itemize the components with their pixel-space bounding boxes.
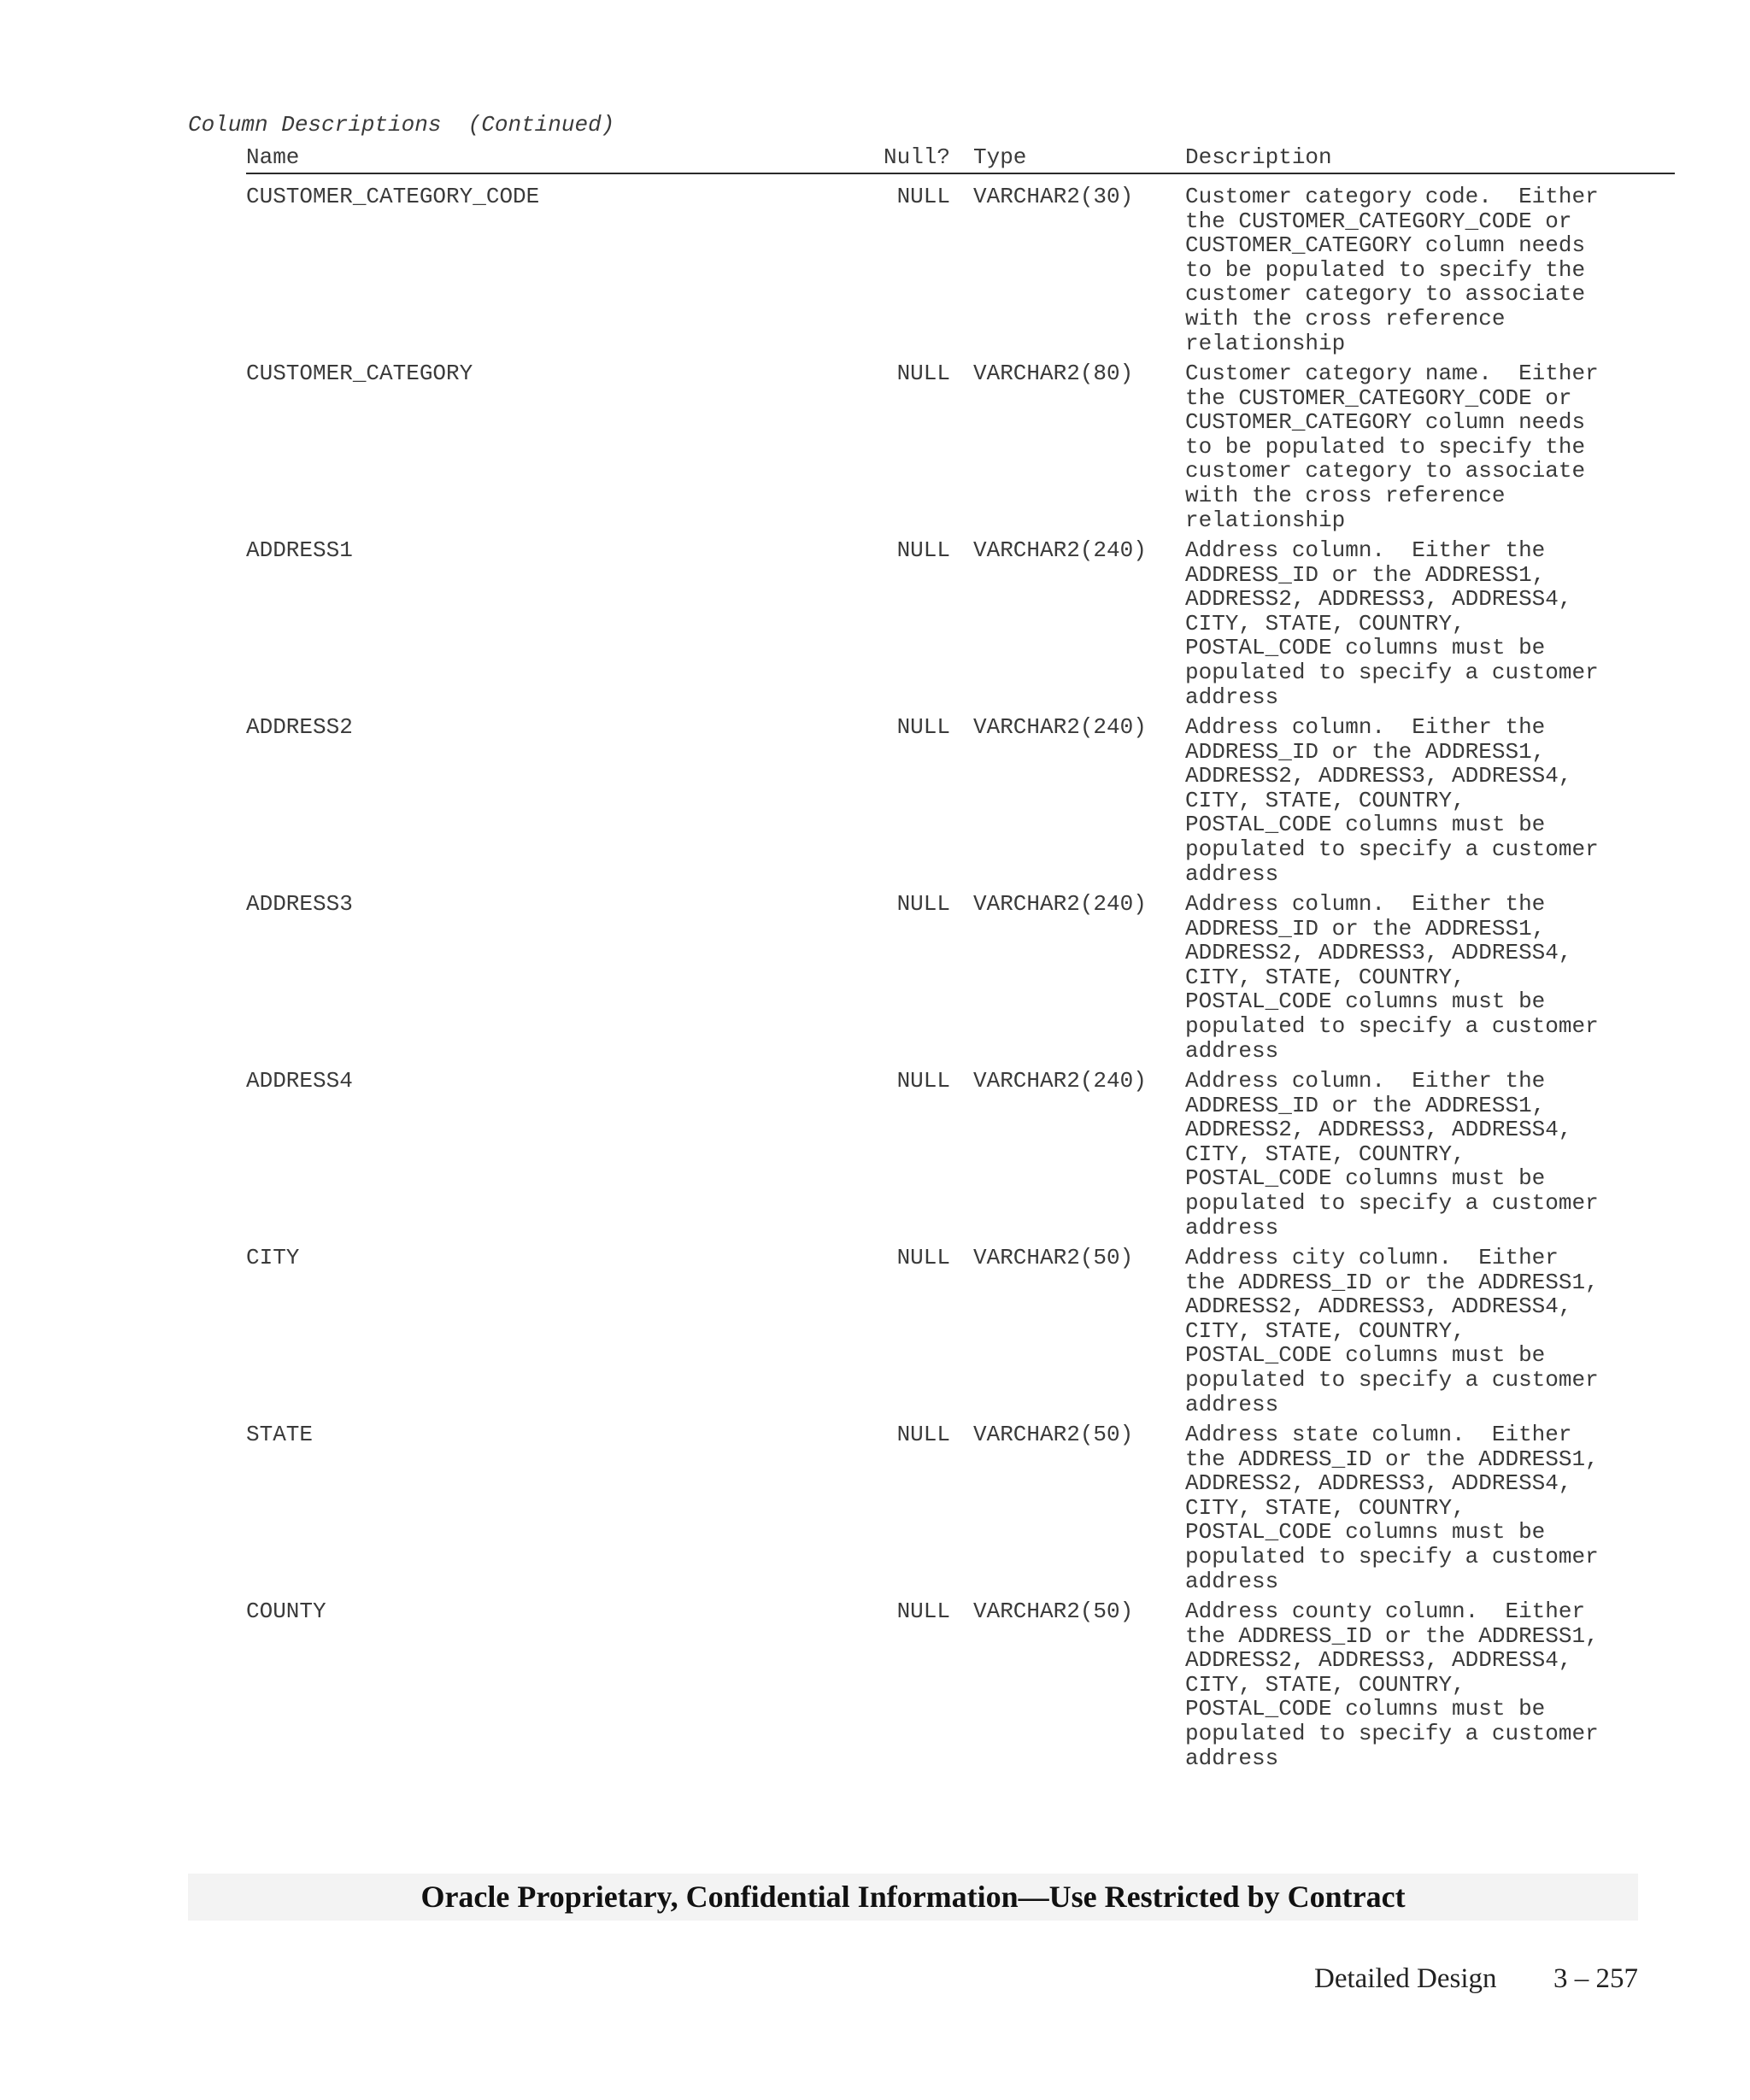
confidentiality-notice: Oracle Proprietary, Confidential Information––Use Restricted by Contract [420, 1880, 1406, 1914]
column-null: NULL [896, 1068, 950, 1094]
column-type: VARCHAR2(240) [973, 1068, 1147, 1094]
column-null: NULL [896, 891, 950, 917]
column-name: ADDRESS2 [246, 714, 353, 740]
column-description: Customer category code. Either the CUSTOMER_CATEGORY_CODE or CUSTOMER_CATEGORY column needs to be populated to specify the customer category to associate with the cross reference relationship [1185, 184, 1599, 356]
confidentiality-banner [188, 1874, 1638, 1921]
table-caption: Column Descriptions (Continued) [188, 112, 615, 138]
column-name: STATE [246, 1422, 314, 1447]
table-row [246, 185, 1675, 361]
column-null: NULL [896, 1245, 950, 1270]
column-name: ADDRESS1 [246, 537, 353, 563]
column-name: ADDRESS4 [246, 1068, 353, 1094]
column-name: ADDRESS3 [246, 891, 353, 917]
page-number: 3 – 257 [1553, 1963, 1638, 1994]
table-row [246, 715, 1675, 892]
column-name: CITY [246, 1245, 300, 1270]
column-description: Address column. Either the ADDRESS_ID or the ADDRESS1, ADDRESS2, ADDRESS3, ADDRESS4, CITY, STATE, COUNTRY, POSTAL_CODE columns must be populated to specify a customer address [1185, 537, 1599, 710]
table-row [246, 1422, 1675, 1599]
column-null: NULL [896, 361, 950, 386]
column-descriptions-table [246, 144, 1675, 1776]
column-description: Address state column. Either the ADDRESS_ID or the ADDRESS1, ADDRESS2, ADDRESS3, ADDRESS4, CITY, STATE, COUNTRY, POSTAL_CODE columns must be populated to specify a customer address [1185, 1422, 1599, 1594]
column-null: NULL [896, 1422, 950, 1447]
header-null: Null? [883, 144, 950, 170]
column-type: VARCHAR2(240) [973, 537, 1147, 563]
header-type: Type [973, 144, 1027, 170]
column-description: Customer category name. Either the CUSTOMER_CATEGORY_CODE or CUSTOMER_CATEGORY column needs to be populated to specify the customer category to associate with the cross reference relationship [1185, 361, 1599, 533]
column-name: CUSTOMER_CATEGORY [246, 361, 473, 386]
table-row [246, 892, 1675, 1069]
header-description: Description [1185, 144, 1332, 170]
table-header [246, 144, 1675, 174]
table-row [246, 1069, 1675, 1246]
column-name: CUSTOMER_CATEGORY_CODE [246, 184, 540, 209]
header-name: Name [246, 144, 300, 170]
column-description: Address county column. Either the ADDRESS_ID or the ADDRESS1, ADDRESS2, ADDRESS3, ADDRESS4, CITY, STATE, COUNTRY, POSTAL_CODE columns must be populated to specify a customer address [1185, 1598, 1599, 1771]
column-null: NULL [896, 537, 950, 563]
column-type: VARCHAR2(50) [973, 1422, 1134, 1447]
table-row [246, 1599, 1675, 1776]
column-type: VARCHAR2(240) [973, 891, 1147, 917]
column-null: NULL [896, 184, 950, 209]
column-description: Address city column. Either the ADDRESS_ID or the ADDRESS1, ADDRESS2, ADDRESS3, ADDRESS4, CITY, STATE, COUNTRY, POSTAL_CODE columns must be populated to specify a customer address [1185, 1245, 1599, 1417]
column-type: VARCHAR2(80) [973, 361, 1134, 386]
column-type: VARCHAR2(50) [973, 1598, 1134, 1624]
column-description: Address column. Either the ADDRESS_ID or the ADDRESS1, ADDRESS2, ADDRESS3, ADDRESS4, CITY, STATE, COUNTRY, POSTAL_CODE columns must be populated to specify a customer address [1185, 891, 1599, 1064]
table-body [246, 185, 1675, 1776]
column-description: Address column. Either the ADDRESS_ID or the ADDRESS1, ADDRESS2, ADDRESS3, ADDRESS4, CITY, STATE, COUNTRY, POSTAL_CODE columns must be populated to specify a customer address [1185, 714, 1599, 887]
table-row [246, 1246, 1675, 1422]
column-description: Address column. Either the ADDRESS_ID or the ADDRESS1, ADDRESS2, ADDRESS3, ADDRESS4, CITY, STATE, COUNTRY, POSTAL_CODE columns must be populated to specify a customer address [1185, 1068, 1599, 1241]
column-null: NULL [896, 1598, 950, 1624]
table-row [246, 361, 1675, 538]
column-null: NULL [896, 714, 950, 740]
column-type: VARCHAR2(240) [973, 714, 1147, 740]
column-name: COUNTY [246, 1598, 326, 1624]
section-name: Detailed Design [1314, 1963, 1497, 1994]
column-type: VARCHAR2(50) [973, 1245, 1134, 1270]
table-row [246, 538, 1675, 715]
column-type: VARCHAR2(30) [973, 184, 1134, 209]
